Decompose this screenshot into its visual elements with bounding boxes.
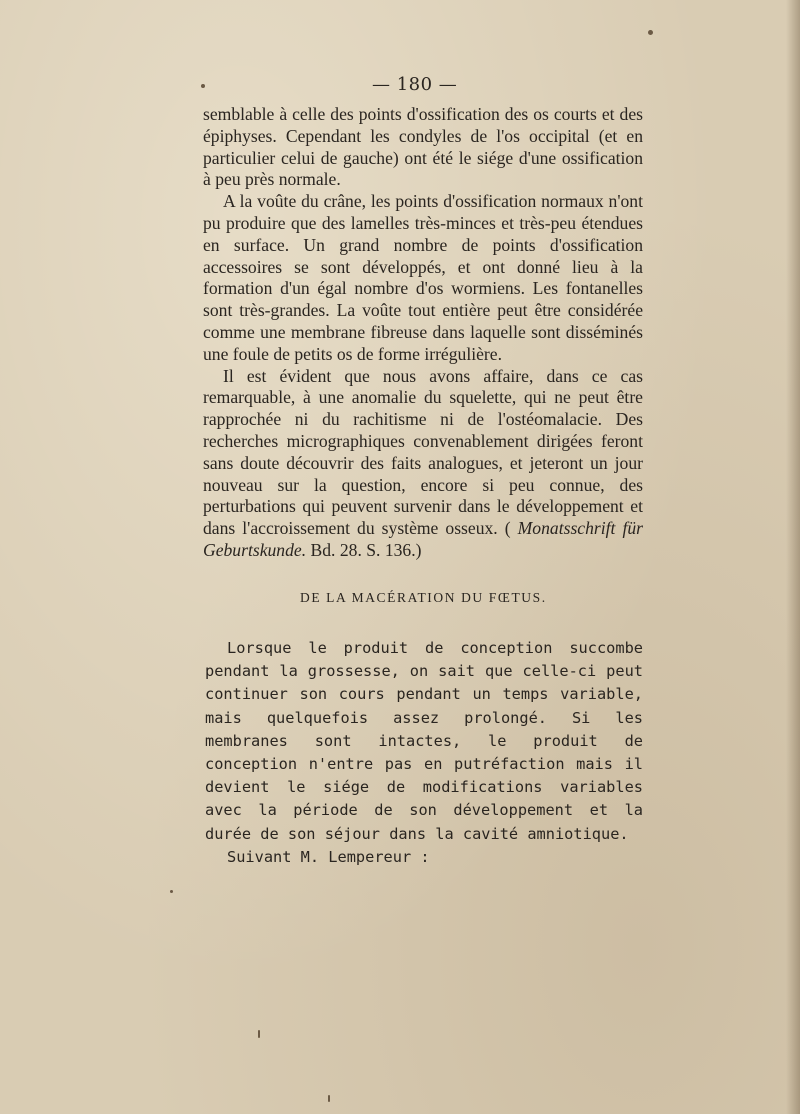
citation-volume: Bd. 28. S. 136.)	[310, 539, 422, 560]
paper-speck	[170, 890, 173, 893]
section-heading: DE LA MACÉRATION DU FŒTUS.	[300, 590, 547, 605]
paper-speck	[258, 1030, 260, 1038]
page-number: — 180 —	[372, 74, 458, 95]
upper-text-block	[203, 104, 643, 562]
paragraph-lempereur: Suivant M. Lempereur :	[227, 847, 430, 866]
paper-speck	[648, 30, 653, 35]
paragraph-maceration: Lorsque le produit de conception succombe pendant la grossesse, on sait que celle-ci peut continuer son cours pendant un temps variable, mais quelquefois assez prolongé. Si les membranes sont intactes, le produit de conception n'entre pas en putréfaction mais il devient le siége de modifications variables avec la période de son développement et la durée de son séjour dans la cavité amniotique.	[205, 639, 643, 843]
page-edge-shadow	[786, 0, 800, 1114]
lower-text-block	[205, 637, 643, 869]
paragraph-voute-du-crane: A la voûte du crâne, les points d'ossification normaux n'ont pu produire que des lamelles très-minces et très-peu étendues en surface. Un grand nombre de points d'ossification accessoires se sont développés, et ont donné lieu à la formation d'un égal nombre d'os wormiens. Les fontanelles sont très-grandes. La voûte tout entière peut être considérée comme une membrane fibreuse dans laquelle sont disséminés une foule de petits os de forme irrégulière.	[203, 191, 643, 364]
paper-speck	[201, 84, 205, 88]
paragraph-anomalie-text: Il est évident que nous avons affaire, dans ce cas remarquable, à une anomalie du squelette, qui ne peut être rapprochée ni du rachitisme ni de l'ostéomalacie. Des recherches micrographiques convenablement dirigées feront sans doute découvrir des faits analogues, et jeteront un jour nouveau sur la question, encore si peu connue, des perturbations qui peuvent survenir dans le développement et dans l'accroissement du système osseux.	[203, 365, 643, 539]
paragraph-continued: semblable à celle des points d'ossification des os courts et des épiphyses. Cependant les condyles de l'os occipital (et en particulier celui de gauche) ont été le siége d'une ossification à peu près normale.	[203, 104, 643, 190]
citation-open: (	[504, 518, 511, 539]
paragraph-anomalie	[203, 366, 643, 562]
paper-speck	[328, 1095, 330, 1102]
citation-journal: Monatsschrift für Geburtskunde.	[203, 518, 643, 560]
